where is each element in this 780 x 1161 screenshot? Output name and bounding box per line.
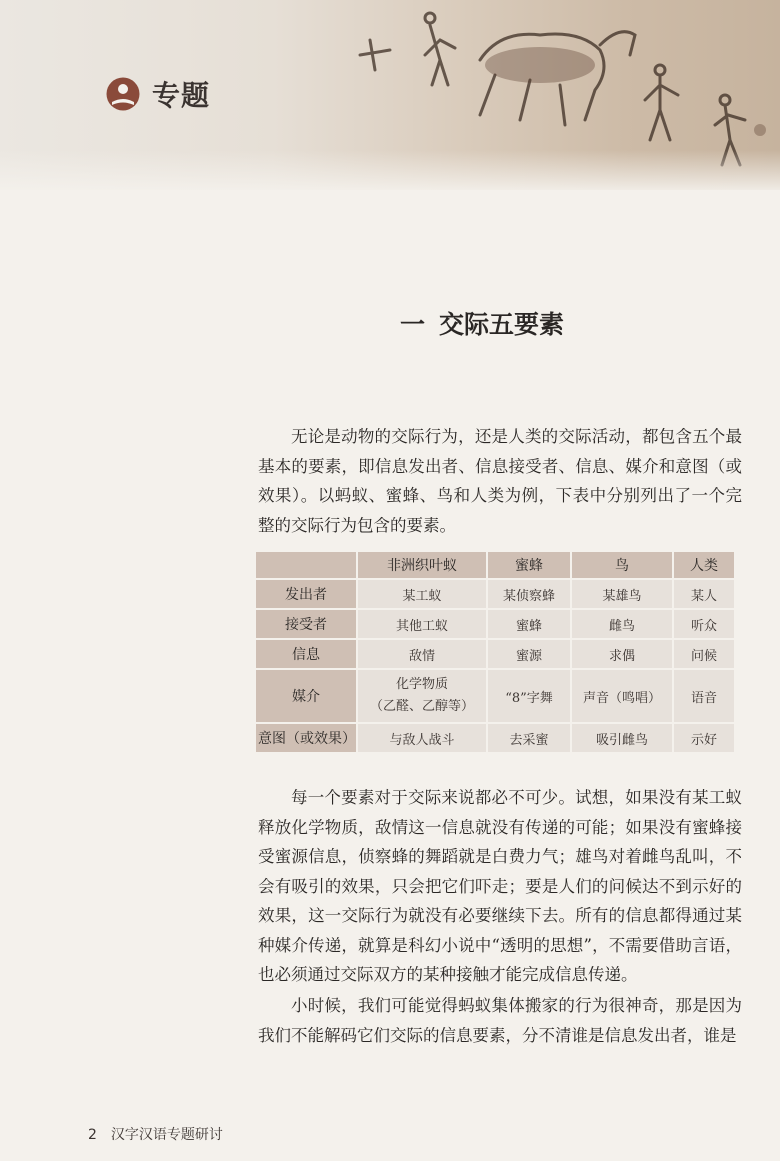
section-number: 一	[400, 310, 426, 339]
table-cell: 去采蜜	[488, 724, 570, 752]
row-label: 发出者	[256, 580, 356, 608]
table-cell: “8”字舞	[488, 670, 570, 722]
table-row	[256, 610, 734, 638]
table-cell: 问候	[674, 640, 734, 668]
table-cell: 其他工蚁	[358, 610, 486, 638]
table-row	[256, 640, 734, 668]
table-header-corner	[256, 552, 356, 578]
row-label: 意图（或效果）	[256, 724, 356, 752]
table-header-cell: 非洲织叶蚁	[358, 552, 486, 578]
table-cell: 敌情	[358, 640, 486, 668]
table-cell: 声音（鸣唱）	[572, 670, 672, 722]
table-cell: 某人	[674, 580, 734, 608]
table-header-cell: 鸟	[572, 552, 672, 578]
section-title-text: 交际五要素	[439, 310, 565, 339]
table-row	[256, 724, 734, 752]
paragraph-elements: 每一个要素对于交际来说都必不可少。试想，如果没有某工蚁释放化学物质，敌情这一信息就没有传递的可能；如果没有蜜蜂接受蜜源信息，侦察蜂的舞蹈就是白费力气；雄鸟对着雌鸟乱叫，不会有吸引的效果，只会把它们吓走；要是人们的问候达不到示好的效果，这一交际行为就没有必要继续下去。所有的信息都得通过某种媒介传递，就算是科幻小说中“透明的思想”，不需要借助言语，也必须通过交际双方的某种接触才能完成信息传递。	[258, 788, 742, 984]
table-cell: 蜜源	[488, 640, 570, 668]
table-row	[256, 580, 734, 608]
rock-painting-image	[330, 0, 780, 190]
header-banner	[0, 0, 780, 190]
row-label: 接受者	[256, 610, 356, 638]
table-header-cell: 蜜蜂	[488, 552, 570, 578]
page-footer	[88, 1124, 223, 1144]
table-cell: 语音	[674, 670, 734, 722]
table-cell: 听众	[674, 610, 734, 638]
paragraph-intro: 无论是动物的交际行为，还是人类的交际活动，都包含五个最基本的要素，即信息发出者、信息接受者、信息、媒介和意图（或效果）。以蚂蚁、蜜蜂、鸟和人类为例，下表中分别列出了一个完整的交际行为包含的要素。	[258, 427, 742, 535]
table-header-row	[256, 552, 734, 578]
book-title: 汉字汉语专题研讨	[110, 1127, 223, 1143]
table-cell: 蜜蜂	[488, 610, 570, 638]
communication-elements-table	[254, 550, 736, 754]
table-cell: 求偶	[572, 640, 672, 668]
topic-label: 专题	[152, 79, 211, 112]
table-cell: 与敌人战斗	[358, 724, 486, 752]
table-cell: 吸引雌鸟	[572, 724, 672, 752]
table-row	[256, 670, 734, 722]
table-cell: 示好	[674, 724, 734, 752]
table-cell: 某工蚁	[358, 580, 486, 608]
page-number: 2	[88, 1127, 97, 1143]
section-title	[400, 305, 564, 341]
table-cell: 化学物质 （乙醛、乙醇等）	[358, 670, 486, 722]
person-reading-icon	[106, 77, 140, 111]
table-cell: 某侦察蜂	[488, 580, 570, 608]
table-header-cell: 人类	[674, 552, 734, 578]
row-label: 媒介	[256, 670, 356, 722]
paragraph-ants: 小时候，我们可能觉得蚂蚁集体搬家的行为很神奇，那是因为我们不能解码它们交际的信息要素，分不清谁是信息发出者，谁是	[258, 996, 742, 1045]
table-cell: 雌鸟	[572, 610, 672, 638]
table-cell: 某雄鸟	[572, 580, 672, 608]
row-label: 信息	[256, 640, 356, 668]
